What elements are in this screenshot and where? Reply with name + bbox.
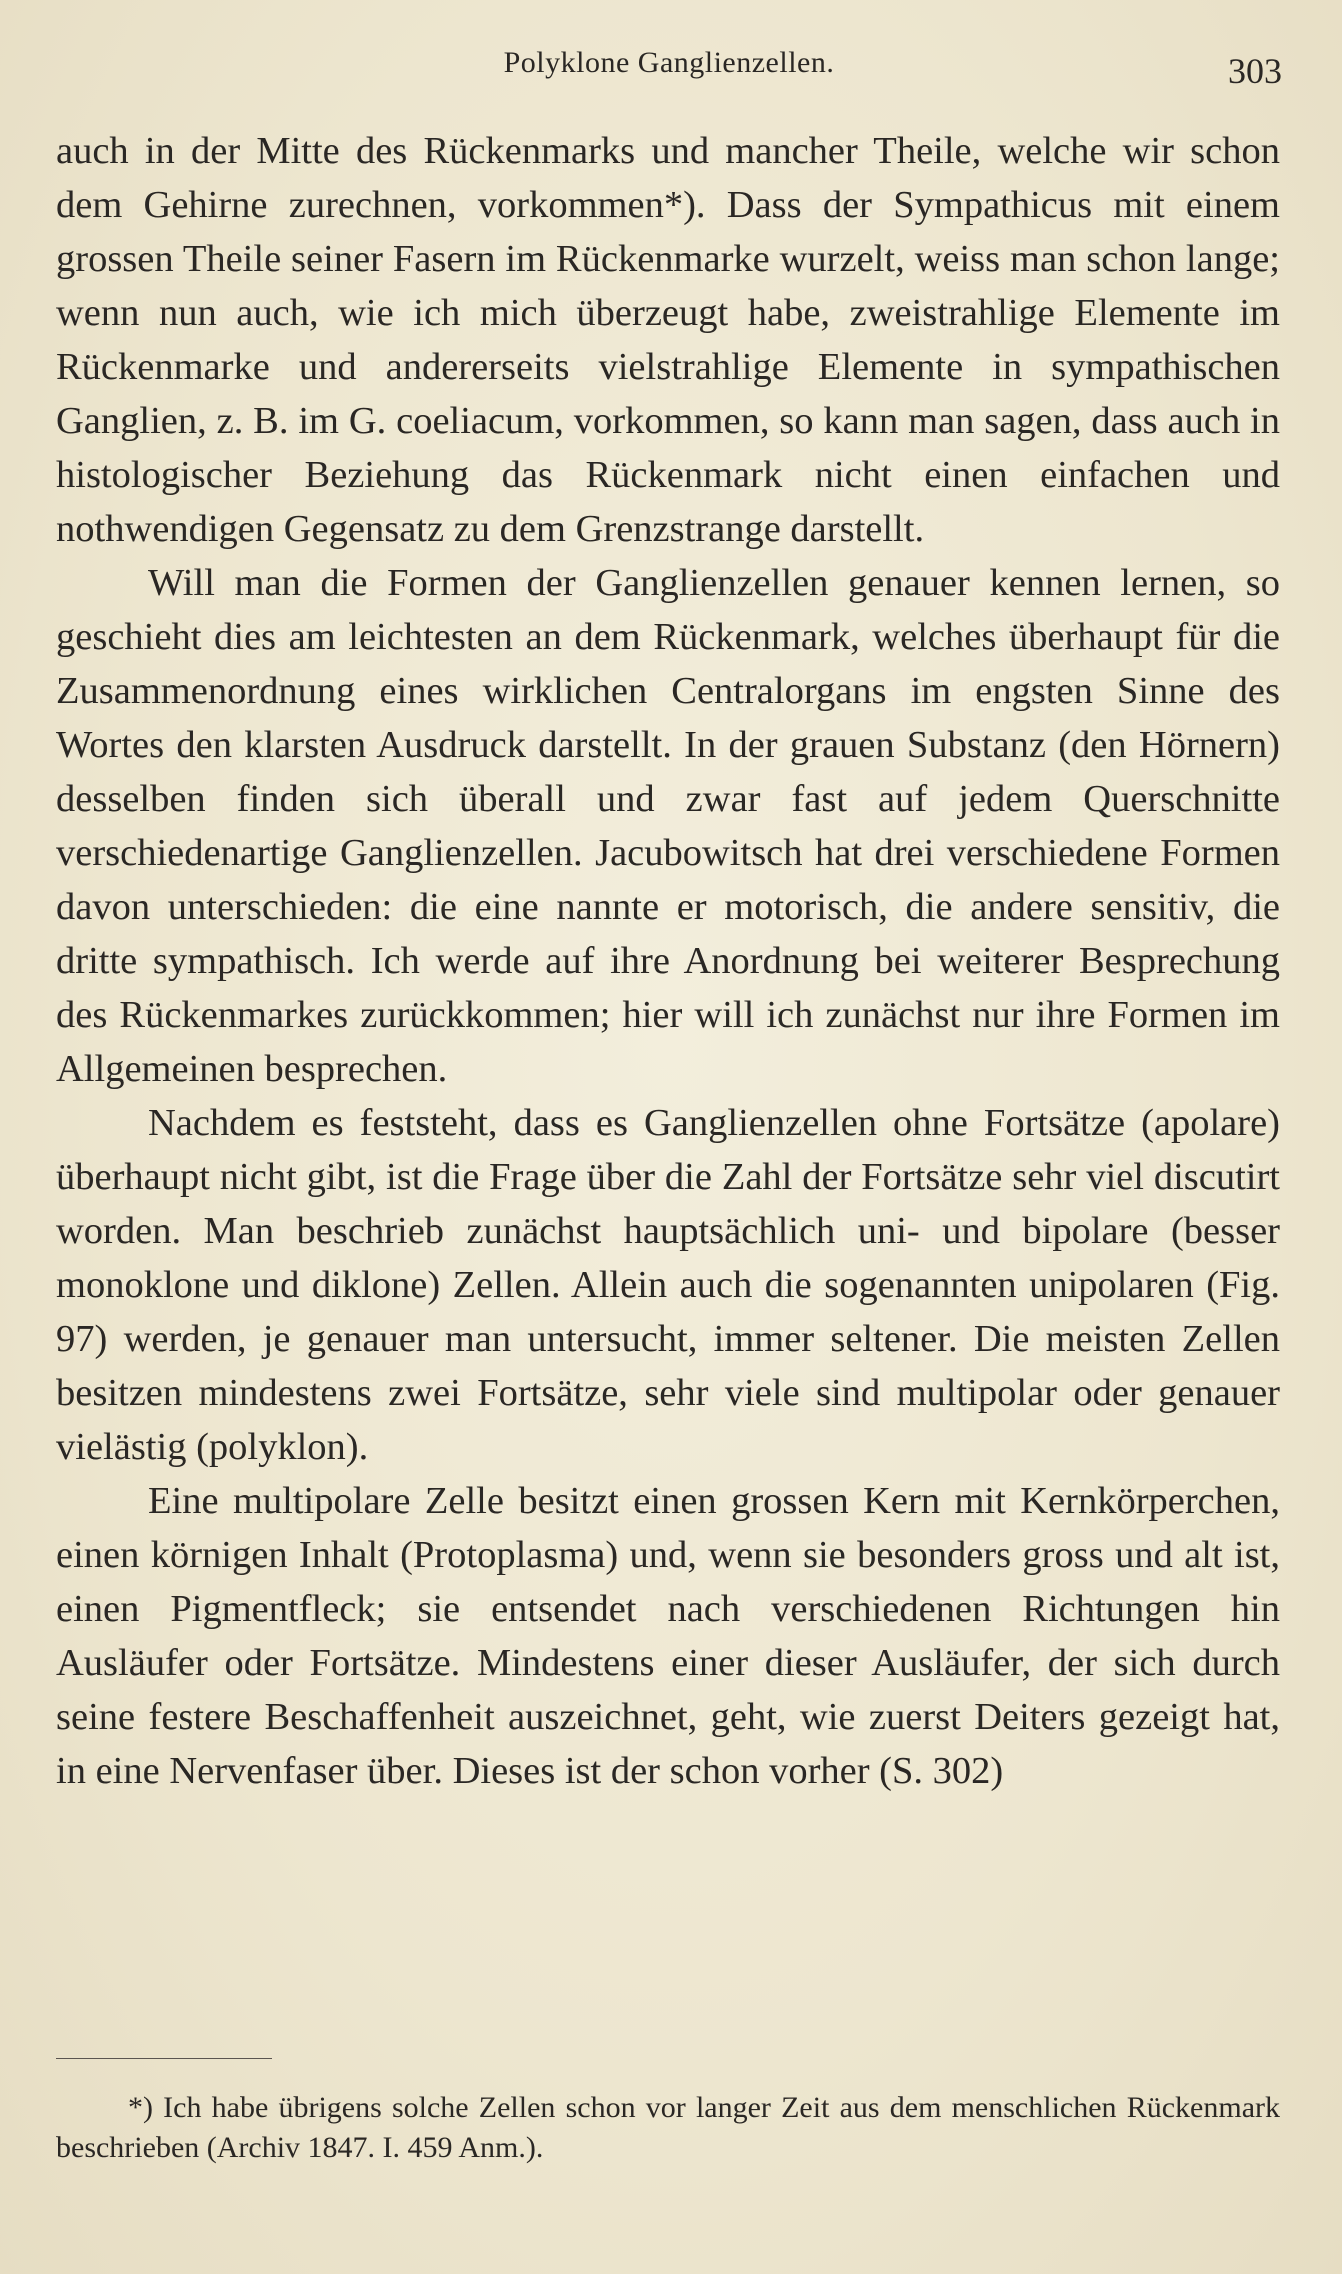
footnote-divider <box>56 2058 272 2059</box>
footnote: *) Ich habe übrigens solche Zellen schon vor langer Zeit aus dem menschlichen Rückenmark beschrieben (Archiv 1847. I. 459 Anm.). <box>56 2091 1280 2164</box>
paragraph: auch in der Mitte des Rückenmarks und mancher Theile, welche wir schon dem Gehirne zurechnen, vorkommen*). Dass der Sympathicus mit einem grossen Theile seiner Fasern im Rückenmarke wurzelt, weiss man schon lange; wenn nun auch, wie ich mich überzeugt habe, zweistrahlige Elemente im Rückenmarke und andererseits vielstrahlige Elemente in sympathischen Ganglien, z. B. im G. coeliacum, vorkommen, so kann man sagen, dass auch in histologischer Beziehung das Rückenmark nicht einen einfachen und nothwendigen Gegensatz zu dem Grenzstrange darstellt. <box>56 130 1280 550</box>
paragraph: Eine multipolare Zelle besitzt einen grossen Kern mit Kernkörperchen, einen körnigen Inhalt (Protoplasma) und, wenn sie besonders gross und alt ist, einen Pigmentfleck; sie entsendet nach verschiedenen Richtungen hin Ausläufer oder Fortsätze. Mindestens einer dieser Ausläufer, der sich durch seine festere Beschaffenheit auszeichnet, geht, wie zuerst Deiters gezeigt hat, in eine Nervenfaser über. Dieses ist der schon vorher (S. 302) <box>56 1480 1280 1792</box>
running-title: Polyklone Ganglienzellen. <box>503 46 835 79</box>
running-header <box>56 44 1282 94</box>
paragraph: Nachdem es feststeht, dass es Ganglienzellen ohne Fortsätze (apolare) überhaupt nicht gibt, ist die Frage über die Zahl der Fortsätze sehr viel discutirt worden. Man beschrieb zunächst hauptsächlich uni- und bipolare (besser monoklone und diklone) Zellen. Allein auch die sogenannten unipolaren (Fig. 97) werden, je genauer man untersucht, immer seltener. Die meisten Zellen besitzen mindestens zwei Fortsätze, sehr viele sind multipolar oder genauer vielästig (polyklon). <box>56 1102 1280 1468</box>
body-text <box>56 124 1280 1798</box>
paragraph: Will man die Formen der Ganglienzellen genauer kennen lernen, so geschieht dies am leichtesten an dem Rückenmark, welches überhaupt für die Zusammenordnung eines wirklichen Centralorgans im engsten Sinne des Wortes den klarsten Ausdruck darstellt. In der grauen Substanz (den Hörnern) desselben finden sich überall und zwar fast auf jedem Querschnitte verschiedenartige Ganglienzellen. Jacubowitsch hat drei verschiedene Formen davon unterschieden: die eine nannte er motorisch, die andere sensitiv, die dritte sympathisch. Ich werde auf ihre Anordnung bei weiterer Besprechung des Rückenmarkes zurückkommen; hier will ich zunächst nur ihre Formen im Allgemeinen besprechen. <box>56 562 1280 1090</box>
page-number: 303 <box>1228 51 1282 91</box>
